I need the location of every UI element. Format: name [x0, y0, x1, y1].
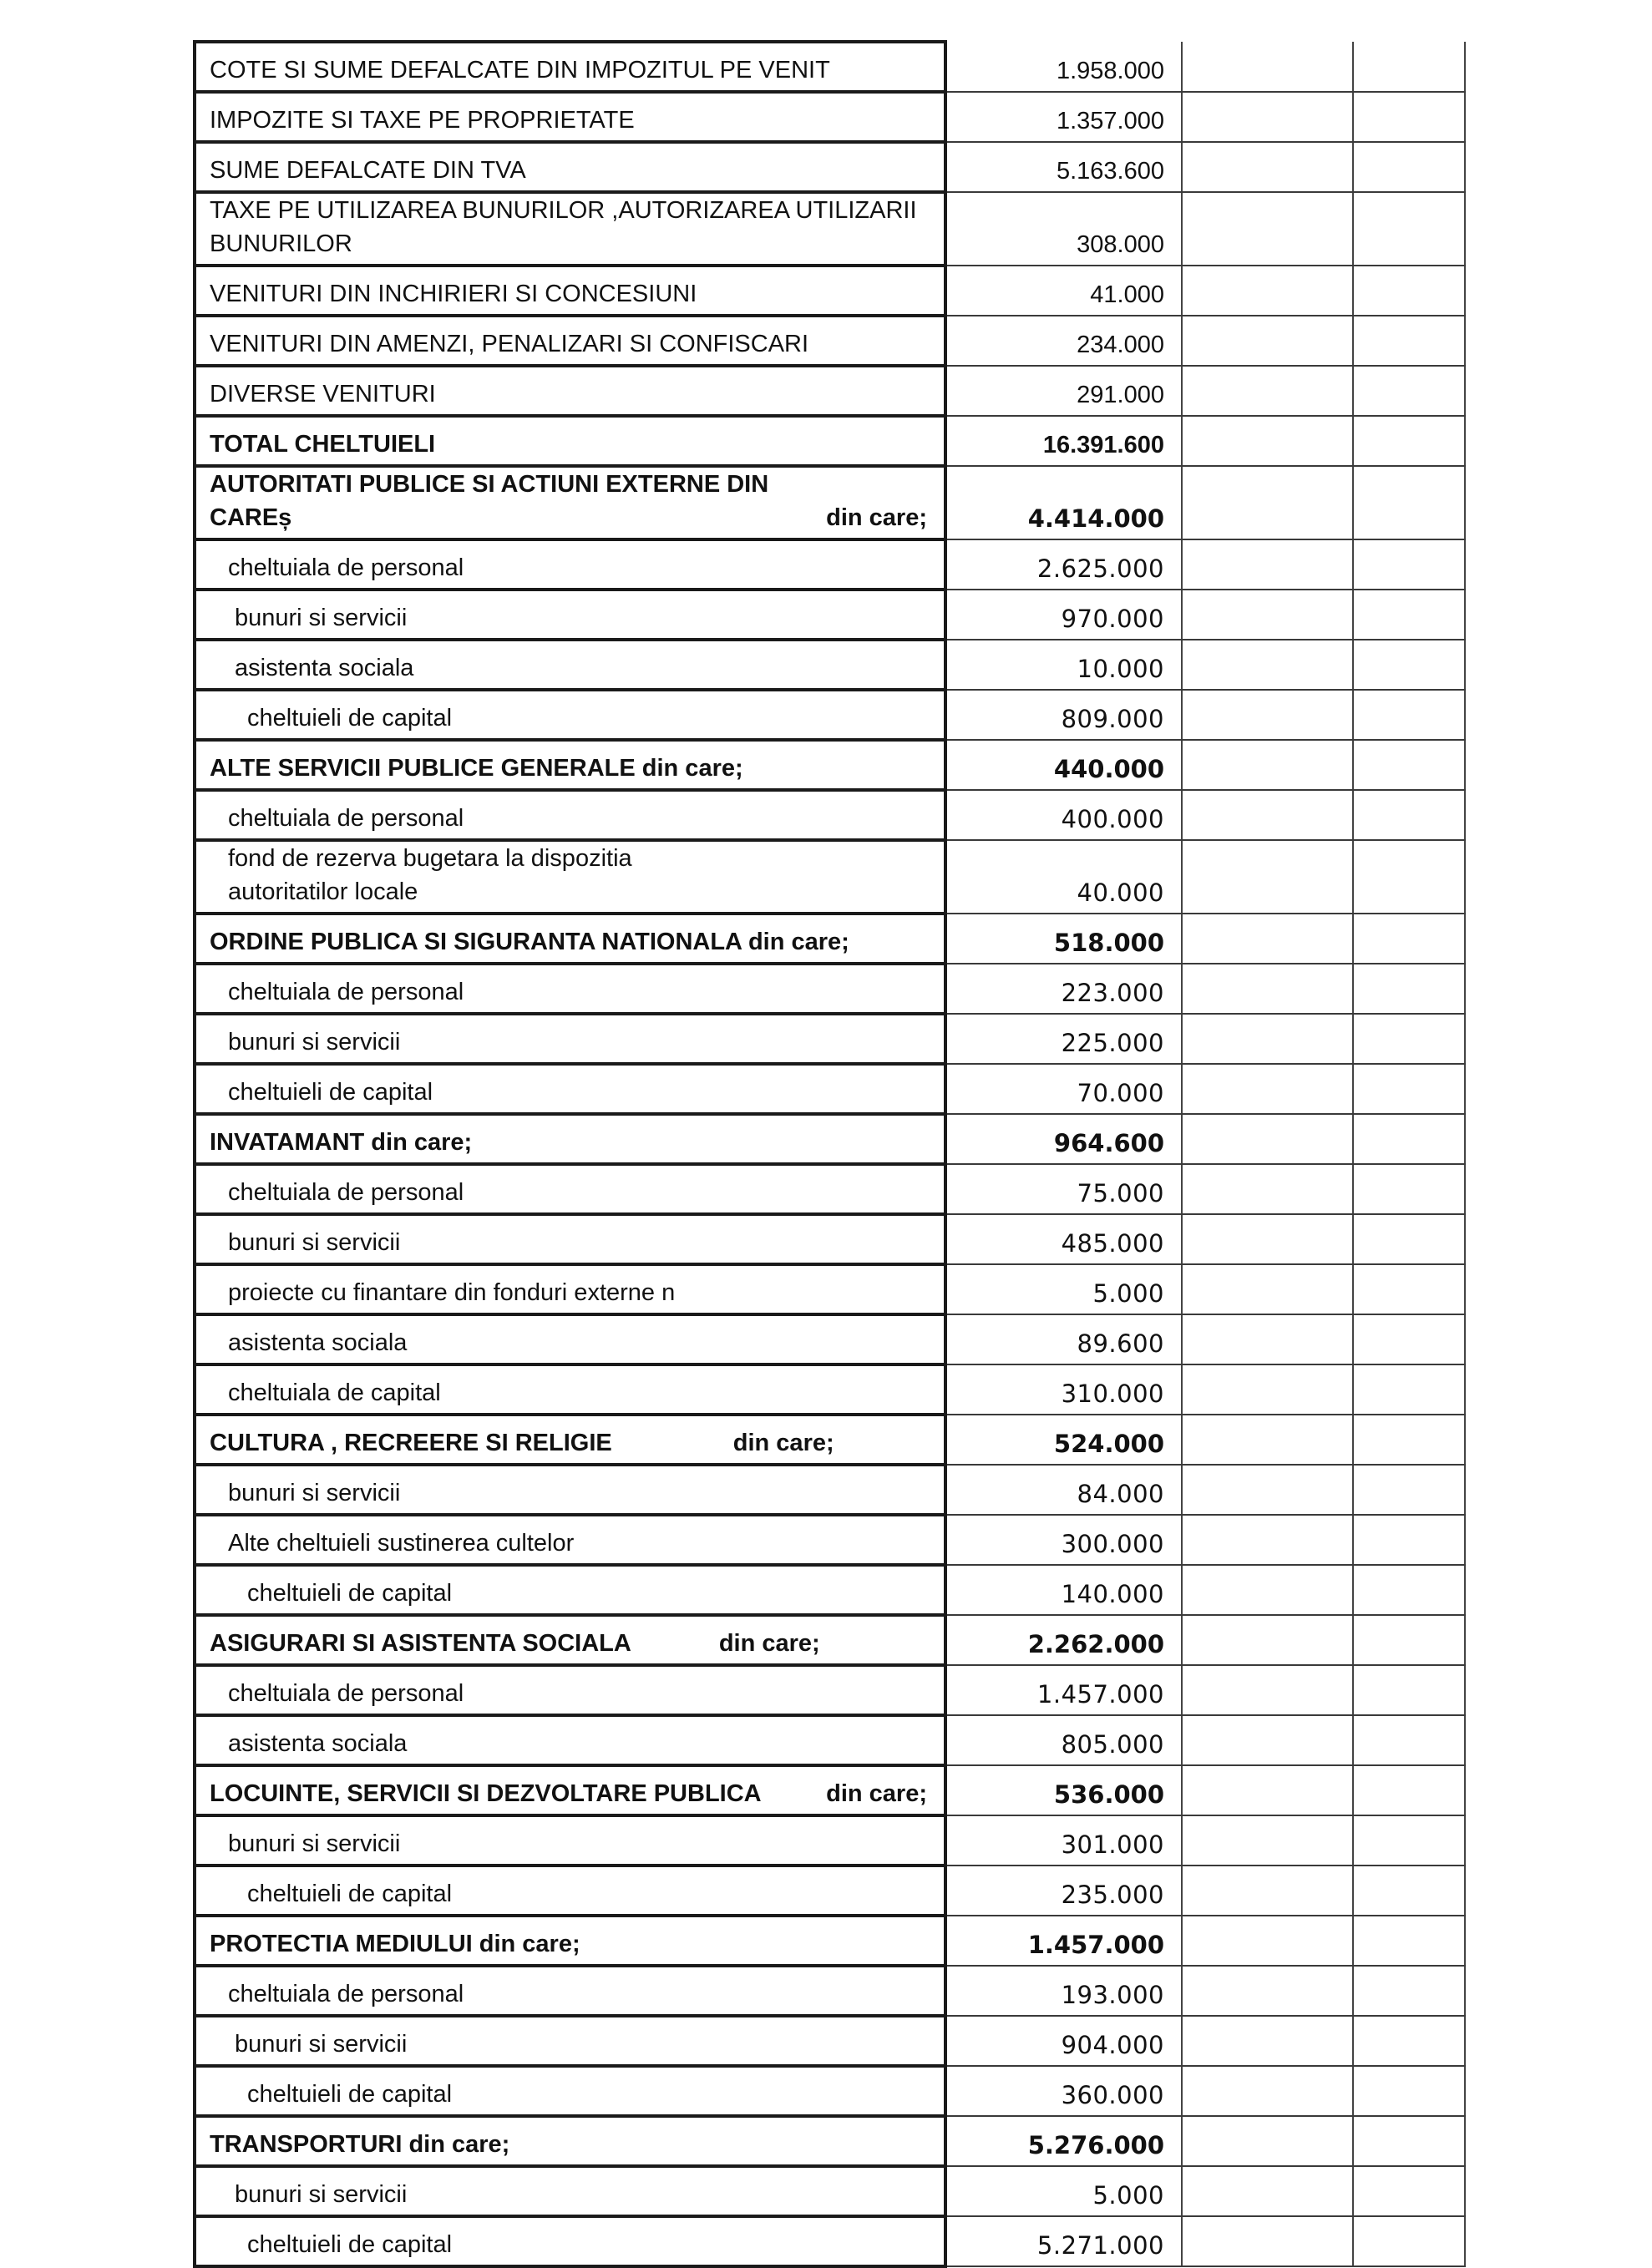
item-label: cheltuieli de capital [195, 1064, 945, 1114]
item-label: asistenta sociala [195, 1314, 945, 1364]
item-value: 225.000 [945, 1014, 1182, 1064]
chapter-value: 536.000 [945, 1765, 1182, 1815]
chapter-value: 4.414.000 [945, 466, 1182, 539]
item-row [195, 1064, 1465, 1114]
item-value: 10.000 [945, 640, 1182, 690]
empty-cell [1182, 1916, 1353, 1966]
chapter-row [195, 466, 1465, 539]
item-value: 805.000 [945, 1715, 1182, 1765]
item-value: 5.271.000 [945, 2216, 1182, 2266]
empty-cell [1182, 2016, 1353, 2066]
chapter-value: 5.276.000 [945, 2116, 1182, 2166]
empty-cell [1182, 1214, 1353, 1264]
empty-cell [1353, 2166, 1465, 2216]
chapter-label: TRANSPORTURI din care; [195, 2116, 945, 2166]
empty-cell [1353, 1014, 1465, 1064]
budget-table [193, 40, 1466, 2268]
item-label: cheltuiala de capital [195, 1364, 945, 1415]
row-label-line: BUNURILOR [210, 230, 352, 257]
chapter-label [195, 466, 945, 539]
empty-cell [1182, 964, 1353, 1014]
item-label: bunuri si servicii [195, 590, 945, 640]
item-row [195, 964, 1465, 1014]
row-label: VENITURI DIN AMENZI, PENALIZARI SI CONFISCARI [195, 316, 945, 366]
item-row [195, 1465, 1465, 1515]
row-label: VENITURI DIN INCHIRIERI SI CONCESIUNI [195, 266, 945, 316]
empty-cell [1353, 640, 1465, 690]
item-row [195, 1014, 1465, 1064]
item-label: asistenta sociala [195, 640, 945, 690]
empty-cell [1182, 1715, 1353, 1765]
chapter-label: PROTECTIA MEDIULUI din care; [195, 1916, 945, 1966]
empty-cell [1182, 266, 1353, 316]
revenue-row [195, 42, 1465, 92]
item-row [195, 1515, 1465, 1565]
item-row [195, 1866, 1465, 1916]
empty-cell [1353, 1415, 1465, 1465]
item-label: cheltuiala de personal [195, 1966, 945, 2016]
item-row [195, 2166, 1465, 2216]
item-row [195, 1665, 1465, 1715]
empty-cell [1353, 1364, 1465, 1415]
item-row [195, 1565, 1465, 1615]
empty-cell [1182, 790, 1353, 840]
chapter-label: ALTE SERVICII PUBLICE GENERALE din care; [195, 740, 945, 790]
empty-cell [1353, 539, 1465, 590]
item-value: 193.000 [945, 1966, 1182, 2016]
item-label: bunuri si servicii [195, 2166, 945, 2216]
empty-cell [1353, 1465, 1465, 1515]
item-value: 70.000 [945, 1064, 1182, 1114]
revenue-row [195, 366, 1465, 416]
row-value: 41.000 [945, 266, 1182, 316]
chapter-suffix: din care; [826, 504, 927, 531]
empty-cell [1353, 740, 1465, 790]
item-label: bunuri si servicii [195, 2016, 945, 2066]
item-label [195, 840, 945, 914]
empty-cell [1182, 192, 1353, 266]
empty-cell [1353, 1765, 1465, 1815]
revenue-row [195, 316, 1465, 366]
empty-cell [1182, 416, 1353, 466]
empty-cell [1182, 1014, 1353, 1064]
empty-cell [1353, 1966, 1465, 2016]
empty-cell [1353, 266, 1465, 316]
item-label: bunuri si servicii [195, 1465, 945, 1515]
empty-cell [1182, 2216, 1353, 2266]
revenue-row [195, 142, 1465, 192]
chapter-row [195, 1916, 1465, 1966]
empty-cell [1182, 1415, 1353, 1465]
empty-cell [1182, 740, 1353, 790]
empty-cell [1182, 1064, 1353, 1114]
row-value: 291.000 [945, 366, 1182, 416]
empty-cell [1353, 1264, 1465, 1314]
empty-cell [1182, 1615, 1353, 1665]
item-label: Alte cheltuieli sustinerea cultelor [195, 1515, 945, 1565]
chapter-value: 964.600 [945, 1114, 1182, 1164]
item-row [195, 840, 1465, 914]
chapter-row [195, 1415, 1465, 1465]
empty-cell [1182, 316, 1353, 366]
item-row [195, 1364, 1465, 1415]
empty-cell [1182, 2116, 1353, 2166]
empty-cell [1353, 2016, 1465, 2066]
empty-cell [1182, 466, 1353, 539]
chapter-value: 518.000 [945, 914, 1182, 964]
chapter-label-line [210, 1777, 944, 1810]
item-label-line: fond de rezerva bugetara la dispozitia [228, 845, 632, 872]
item-label: bunuri si servicii [195, 1014, 945, 1064]
item-label: cheltuiala de personal [195, 539, 945, 590]
empty-cell [1353, 1064, 1465, 1114]
item-value: 970.000 [945, 590, 1182, 640]
item-value: 1.457.000 [945, 1665, 1182, 1715]
chapter-label: ORDINE PUBLICA SI SIGURANTA NATIONALA din care; [195, 914, 945, 964]
item-value: 84.000 [945, 1465, 1182, 1515]
item-row [195, 640, 1465, 690]
chapter-label-text: LOCUINTE, SERVICII SI DEZVOLTARE PUBLICA [210, 1780, 762, 1807]
empty-cell [1182, 1765, 1353, 1815]
empty-cell [1353, 964, 1465, 1014]
empty-cell [1353, 1715, 1465, 1765]
empty-cell [1182, 1364, 1353, 1415]
empty-cell [1182, 2066, 1353, 2116]
revenue-row [195, 92, 1465, 142]
chapter-row [195, 1765, 1465, 1815]
chapter-label-line: AUTORITATI PUBLICE SI ACTIUNI EXTERNE DIN [210, 471, 769, 498]
empty-cell [1182, 690, 1353, 740]
empty-cell [1182, 640, 1353, 690]
empty-cell [1182, 1264, 1353, 1314]
empty-cell [1353, 914, 1465, 964]
row-label: IMPOZITE SI TAXE PE PROPRIETATE [195, 92, 945, 142]
empty-cell [1353, 42, 1465, 92]
chapter-label-text: ASIGURARI SI ASISTENTA SOCIALA [210, 1630, 631, 1657]
chapter-row [195, 1615, 1465, 1665]
empty-cell [1353, 2216, 1465, 2266]
item-value: 400.000 [945, 790, 1182, 840]
empty-cell [1353, 466, 1465, 539]
total-row [195, 416, 1465, 466]
empty-cell [1182, 1114, 1353, 1164]
empty-cell [1353, 1164, 1465, 1214]
item-row [195, 1264, 1465, 1314]
item-row [195, 790, 1465, 840]
item-label: proiecte cu finantare din fonduri externe n [195, 1264, 945, 1314]
item-label: cheltuiala de personal [195, 1164, 945, 1214]
item-row [195, 2216, 1465, 2266]
empty-cell [1182, 42, 1353, 92]
chapter-label [195, 1765, 945, 1815]
row-value: 234.000 [945, 316, 1182, 366]
item-value: 89.600 [945, 1314, 1182, 1364]
empty-cell [1353, 1866, 1465, 1916]
row-value: 5.163.600 [945, 142, 1182, 192]
chapter-label [195, 1415, 945, 1465]
chapter-row [195, 740, 1465, 790]
empty-cell [1182, 1815, 1353, 1866]
row-label-line: TAXE PE UTILIZAREA BUNURILOR ,AUTORIZAREA UTILIZARII [210, 197, 917, 224]
row-value: 1.357.000 [945, 92, 1182, 142]
empty-cell [1182, 1314, 1353, 1364]
empty-cell [1353, 142, 1465, 192]
empty-cell [1353, 1214, 1465, 1264]
empty-cell [1182, 840, 1353, 914]
empty-cell [1182, 1465, 1353, 1515]
empty-cell [1353, 2066, 1465, 2116]
empty-cell [1182, 366, 1353, 416]
total-label: TOTAL CHELTUIELI [195, 416, 945, 466]
item-row [195, 2066, 1465, 2116]
empty-cell [1353, 316, 1465, 366]
item-label: cheltuieli de capital [195, 1866, 945, 1916]
empty-cell [1182, 1866, 1353, 1916]
chapter-suffix: din care; [732, 1430, 834, 1456]
item-value: 75.000 [945, 1164, 1182, 1214]
empty-cell [1182, 1665, 1353, 1715]
empty-cell [1353, 1665, 1465, 1715]
chapter-suffix: din care; [826, 1780, 927, 1807]
empty-cell [1353, 416, 1465, 466]
empty-cell [1353, 1815, 1465, 1866]
item-label: bunuri si servicii [195, 1214, 945, 1264]
row-label [195, 192, 945, 266]
chapter-value: 440.000 [945, 740, 1182, 790]
item-label-line: autoritatilor locale [228, 878, 418, 905]
empty-cell [1182, 142, 1353, 192]
empty-cell [1353, 790, 1465, 840]
empty-cell [1182, 2166, 1353, 2216]
item-value: 310.000 [945, 1364, 1182, 1415]
empty-cell [1353, 690, 1465, 740]
empty-cell [1353, 1615, 1465, 1665]
chapter-value: 524.000 [945, 1415, 1182, 1465]
empty-cell [1182, 1164, 1353, 1214]
empty-cell [1353, 1515, 1465, 1565]
item-value: 485.000 [945, 1214, 1182, 1264]
empty-cell [1182, 590, 1353, 640]
item-label: bunuri si servicii [195, 1815, 945, 1866]
item-row [195, 1815, 1465, 1866]
item-label: cheltuiala de personal [195, 1665, 945, 1715]
empty-cell [1353, 192, 1465, 266]
item-value: 140.000 [945, 1565, 1182, 1615]
item-value: 904.000 [945, 2016, 1182, 2066]
empty-cell [1353, 840, 1465, 914]
item-label: cheltuiala de personal [195, 964, 945, 1014]
item-value: 809.000 [945, 690, 1182, 740]
item-label: cheltuieli de capital [195, 2216, 945, 2266]
chapter-label-line [210, 501, 944, 534]
item-value: 360.000 [945, 2066, 1182, 2116]
item-label: cheltuiala de personal [195, 790, 945, 840]
item-label: asistenta sociala [195, 1715, 945, 1765]
item-value: 5.000 [945, 1264, 1182, 1314]
item-value: 235.000 [945, 1866, 1182, 1916]
chapter-label-text: CULTURA , RECREERE SI RELIGIE [210, 1430, 612, 1456]
chapter-label-text: CAREș [210, 504, 292, 531]
item-value: 301.000 [945, 1815, 1182, 1866]
chapter-row [195, 914, 1465, 964]
row-value: 308.000 [945, 192, 1182, 266]
item-row [195, 1715, 1465, 1765]
chapter-value: 2.262.000 [945, 1615, 1182, 1665]
item-row [195, 539, 1465, 590]
empty-cell [1182, 1966, 1353, 2016]
empty-cell [1353, 1565, 1465, 1615]
item-label: cheltuieli de capital [195, 2066, 945, 2116]
empty-cell [1182, 1565, 1353, 1615]
chapter-row [195, 2116, 1465, 2166]
empty-cell [1353, 1916, 1465, 1966]
empty-cell [1353, 1114, 1465, 1164]
item-row [195, 1314, 1465, 1364]
empty-cell [1182, 914, 1353, 964]
item-row [195, 2016, 1465, 2066]
empty-cell [1182, 539, 1353, 590]
revenue-row [195, 266, 1465, 316]
chapter-value: 1.457.000 [945, 1916, 1182, 1966]
item-row [195, 690, 1465, 740]
item-value: 300.000 [945, 1515, 1182, 1565]
empty-cell [1353, 1314, 1465, 1364]
item-row [195, 590, 1465, 640]
item-value: 223.000 [945, 964, 1182, 1014]
item-value: 2.625.000 [945, 539, 1182, 590]
item-value: 5.000 [945, 2166, 1182, 2216]
revenue-row [195, 192, 1465, 266]
item-row [195, 1164, 1465, 1214]
total-value: 16.391.600 [945, 416, 1182, 466]
item-label: cheltuieli de capital [195, 1565, 945, 1615]
empty-cell [1353, 590, 1465, 640]
chapter-suffix: din care; [718, 1630, 820, 1657]
empty-cell [1353, 2116, 1465, 2166]
empty-cell [1353, 92, 1465, 142]
row-label: DIVERSE VENITURI [195, 366, 945, 416]
row-value: 1.958.000 [945, 42, 1182, 92]
row-label: COTE SI SUME DEFALCATE DIN IMPOZITUL PE VENIT [195, 42, 945, 92]
row-label: SUME DEFALCATE DIN TVA [195, 142, 945, 192]
chapter-label: INVATAMANT din care; [195, 1114, 945, 1164]
chapter-label [195, 1615, 945, 1665]
item-value: 40.000 [945, 840, 1182, 914]
item-label: cheltuieli de capital [195, 690, 945, 740]
chapter-row [195, 1114, 1465, 1164]
item-row [195, 1214, 1465, 1264]
item-row [195, 1966, 1465, 2016]
empty-cell [1182, 92, 1353, 142]
empty-cell [1182, 1515, 1353, 1565]
empty-cell [1353, 366, 1465, 416]
